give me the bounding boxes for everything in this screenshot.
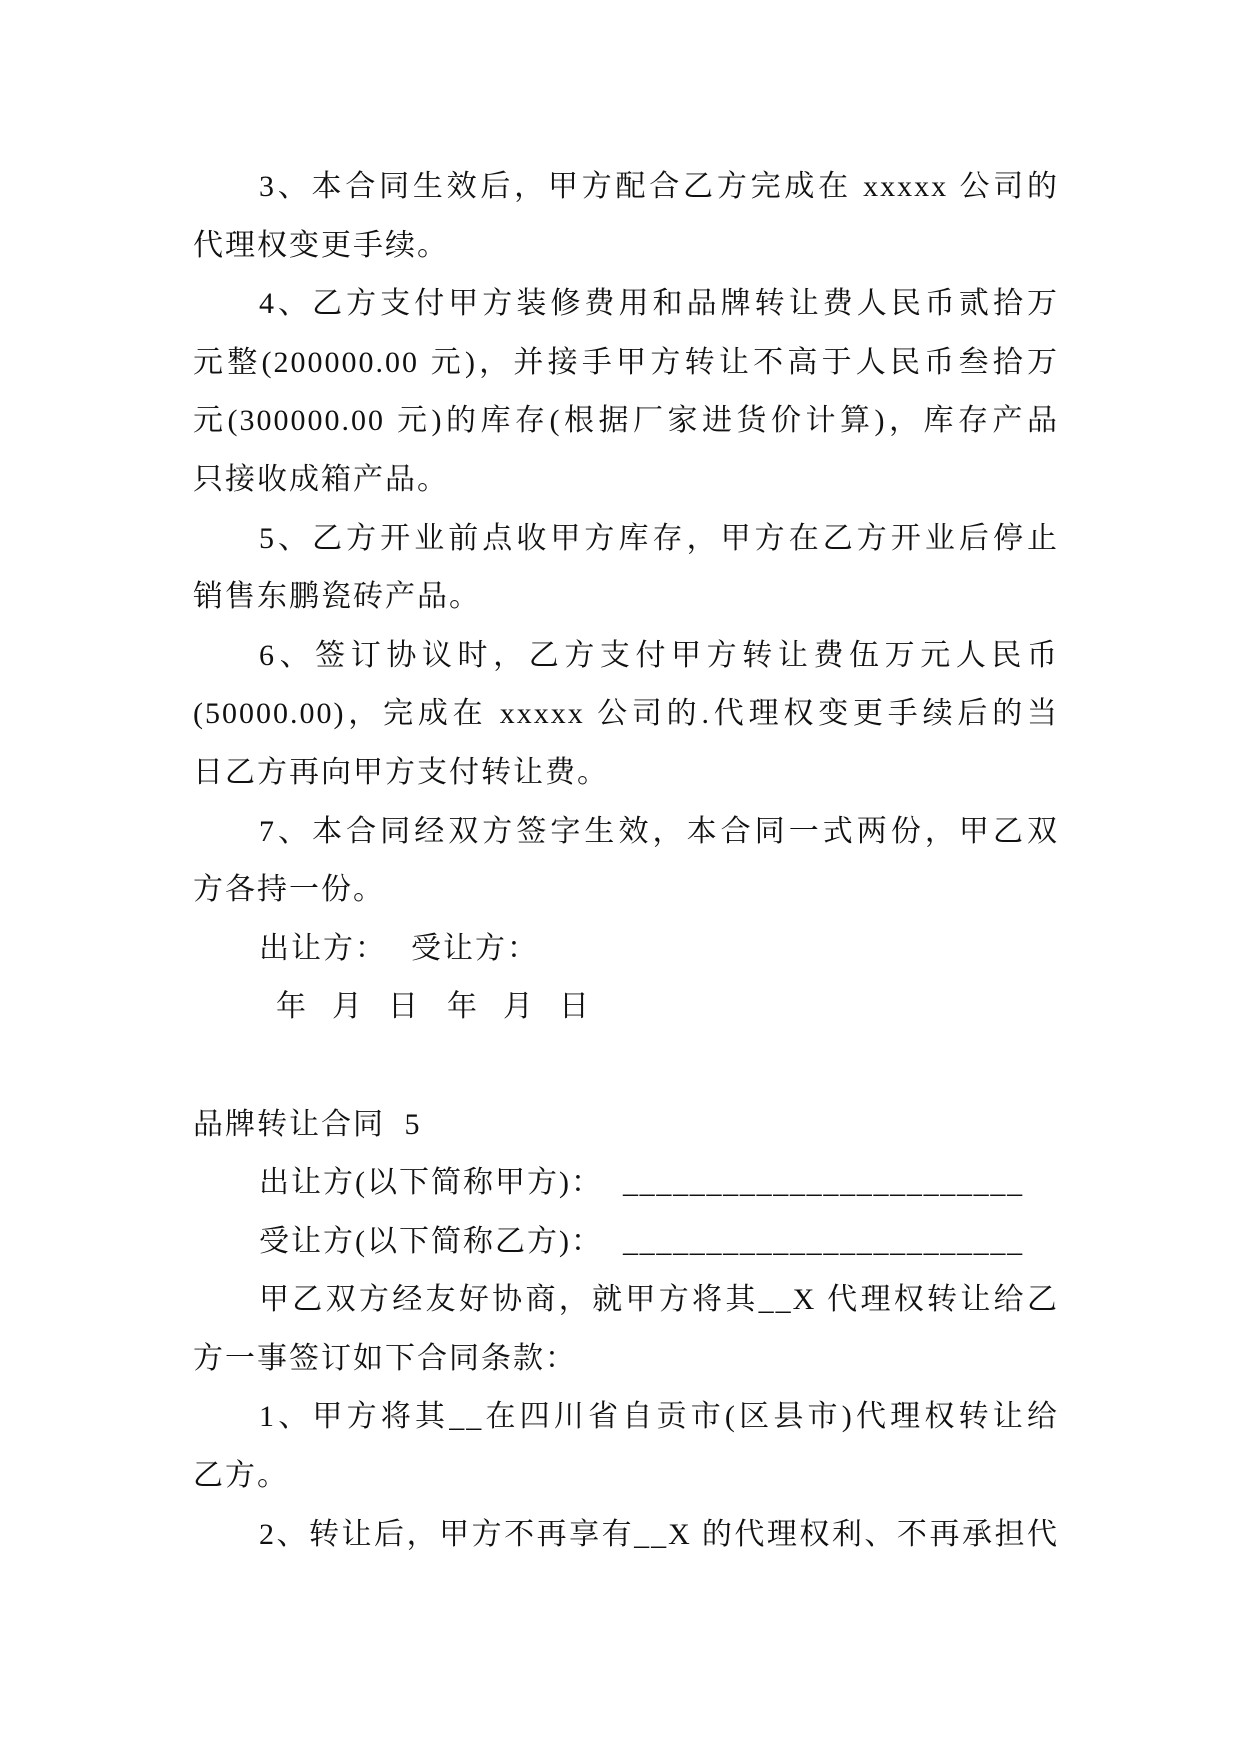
party-a-label: 出让方(以下简称甲方)： <box>259 1166 603 1200</box>
transferee-label: 受让方： <box>411 931 539 965</box>
clause-text-line: 6、签订协议时，乙方支付甲方转让费伍万元人民币 <box>259 638 1059 672</box>
party-a-line <box>193 1154 1059 1213</box>
clause-text-line: 代理权变更手续。 <box>193 228 449 262</box>
preamble-line: 甲乙双方经友好协商，就甲方将其__X 代理权转让给乙 <box>259 1283 1059 1317</box>
contract-5 <box>193 1096 1059 1565</box>
signature-labels <box>193 920 1059 979</box>
clause-text-line: (50000.00)，完成在 xxxxx 公司的.代理权变更手续后的当 <box>193 697 1059 731</box>
clause-text-line: 2、转让后，甲方不再享有__X 的代理权利、不再承担代 <box>259 1517 1059 1551</box>
clause-3 <box>193 158 1059 275</box>
clause-text-line: 乙方。 <box>193 1459 289 1493</box>
clause-5 <box>193 510 1059 627</box>
clause-text-line: 5、乙方开业前点收甲方库存，甲方在乙方开业后停止 <box>259 521 1059 555</box>
clause-6 <box>193 627 1059 803</box>
signature-dates <box>193 978 1059 1037</box>
transferor-label: 出让方： <box>259 931 387 965</box>
clause-text-line: 元整(200000.00 元)，并接手甲方转让不高于人民币叁拾万 <box>193 345 1059 379</box>
party-b-line <box>193 1213 1059 1272</box>
transferee-date: 年 月 日 <box>447 990 591 1024</box>
clause-7 <box>193 803 1059 920</box>
party-b-label: 受让方(以下简称乙方)： <box>259 1224 603 1258</box>
clause-text-line: 7、本合同经双方签字生效，本合同一式两份，甲乙双 <box>259 814 1059 848</box>
clause-text-line: 日乙方再向甲方支付转让费。 <box>193 755 609 789</box>
document-body <box>193 158 1059 1564</box>
clause-text-line: 1、甲方将其__在四川省自贡市(区县市)代理权转让给 <box>259 1400 1059 1434</box>
contract-title: 品牌转让合同 5 <box>193 1107 422 1141</box>
preamble-line: 方一事签订如下合同条款： <box>193 1341 577 1375</box>
party-a-blank: ________________________ <box>622 1166 1024 1200</box>
signature-block <box>193 920 1059 1037</box>
clause-text-line: 3、本合同生效后，甲方配合乙方完成在 xxxxx 公司的 <box>259 170 1059 203</box>
clause-text-line: 销售东鹏瓷砖产品。 <box>193 580 481 614</box>
clause-text-line: 方各持一份。 <box>193 873 385 907</box>
party-b-blank: ________________________ <box>622 1224 1024 1258</box>
clause-4 <box>193 275 1059 509</box>
clause-text-line: 元(300000.00 元)的库存(根据厂家进货价计算)，库存产品 <box>193 404 1059 438</box>
clause-text-line: 4、乙方支付甲方装修费用和品牌转让费人民币贰拾万 <box>259 287 1059 321</box>
clause-text-line: 只接收成箱产品。 <box>193 462 449 496</box>
transferor-date: 年 月 日 <box>276 990 420 1024</box>
